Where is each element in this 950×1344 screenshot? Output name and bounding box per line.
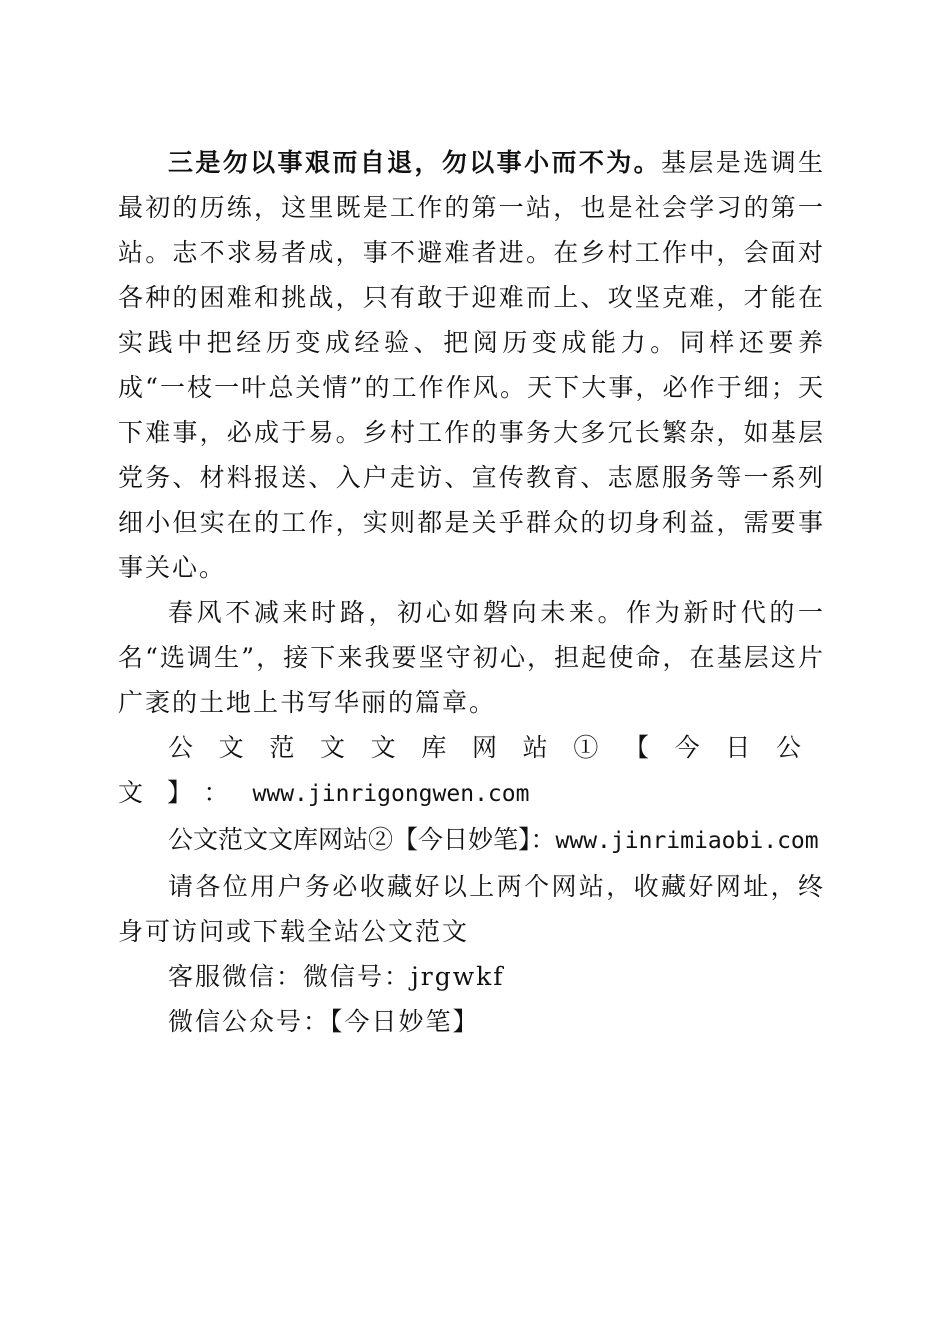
- wechat-official-line: [118, 999, 825, 1044]
- paragraph-body: 基层是选调生最初的历练，这里既是工作的第一站，也是社会学习的第一站。志不求易者成，事不避难者进。在乡村工作中，会面对各种的困难和挑战，只有敢于迎难而上、攻坚克难，才能在实践中把经历变成经验、把阅历变成能力。同样还要养成“一枝一叶总关情”的工作作风。天下大事，必作于细；天下难事，必成于易。乡村工作的事务大多冗长繁杂，如基层党务、材料报送、入户走访、宣传教育、志愿服务等一系列细小但实在的工作，实则都是关乎群众的切身利益，需要事事关心。: [118, 148, 825, 582]
- paragraph-body: 春风不减来时路，初心如磐向未来。作为新时代的一名“选调生”，接下来我要坚守初心，担起使命，在基层这片广袤的土地上书写华丽的篇章。: [118, 598, 825, 717]
- site1-url: www.jinrigongwen.com: [252, 781, 530, 807]
- site2-label: 公文范文文库网站②【今日妙笔】：: [168, 825, 556, 854]
- site2-line: [118, 817, 825, 864]
- wechat-service-line: [118, 954, 825, 999]
- site1-label: 公文范文文库网站①【今日公文】：: [118, 733, 825, 807]
- notice-text: 请各位用户务必收藏好以上两个网站，收藏好网址，终身可访问或下载全站公文范文: [118, 872, 825, 946]
- wechat-service-text: 客服微信：微信号：jrgwkf: [168, 962, 505, 991]
- paragraph-conclusion: [118, 590, 825, 725]
- site1-line: [118, 725, 825, 817]
- document-page: [118, 140, 825, 1044]
- wechat-official-text: 微信公众号：【今日妙笔】: [168, 1007, 480, 1036]
- paragraph-lead-sentence: 三是勿以事艰而自退，勿以事小而不为。: [168, 148, 662, 177]
- bookmark-notice: [118, 864, 825, 954]
- site2-url: www.jinrimiaobi.com: [555, 828, 819, 854]
- paragraph-three: [118, 140, 825, 590]
